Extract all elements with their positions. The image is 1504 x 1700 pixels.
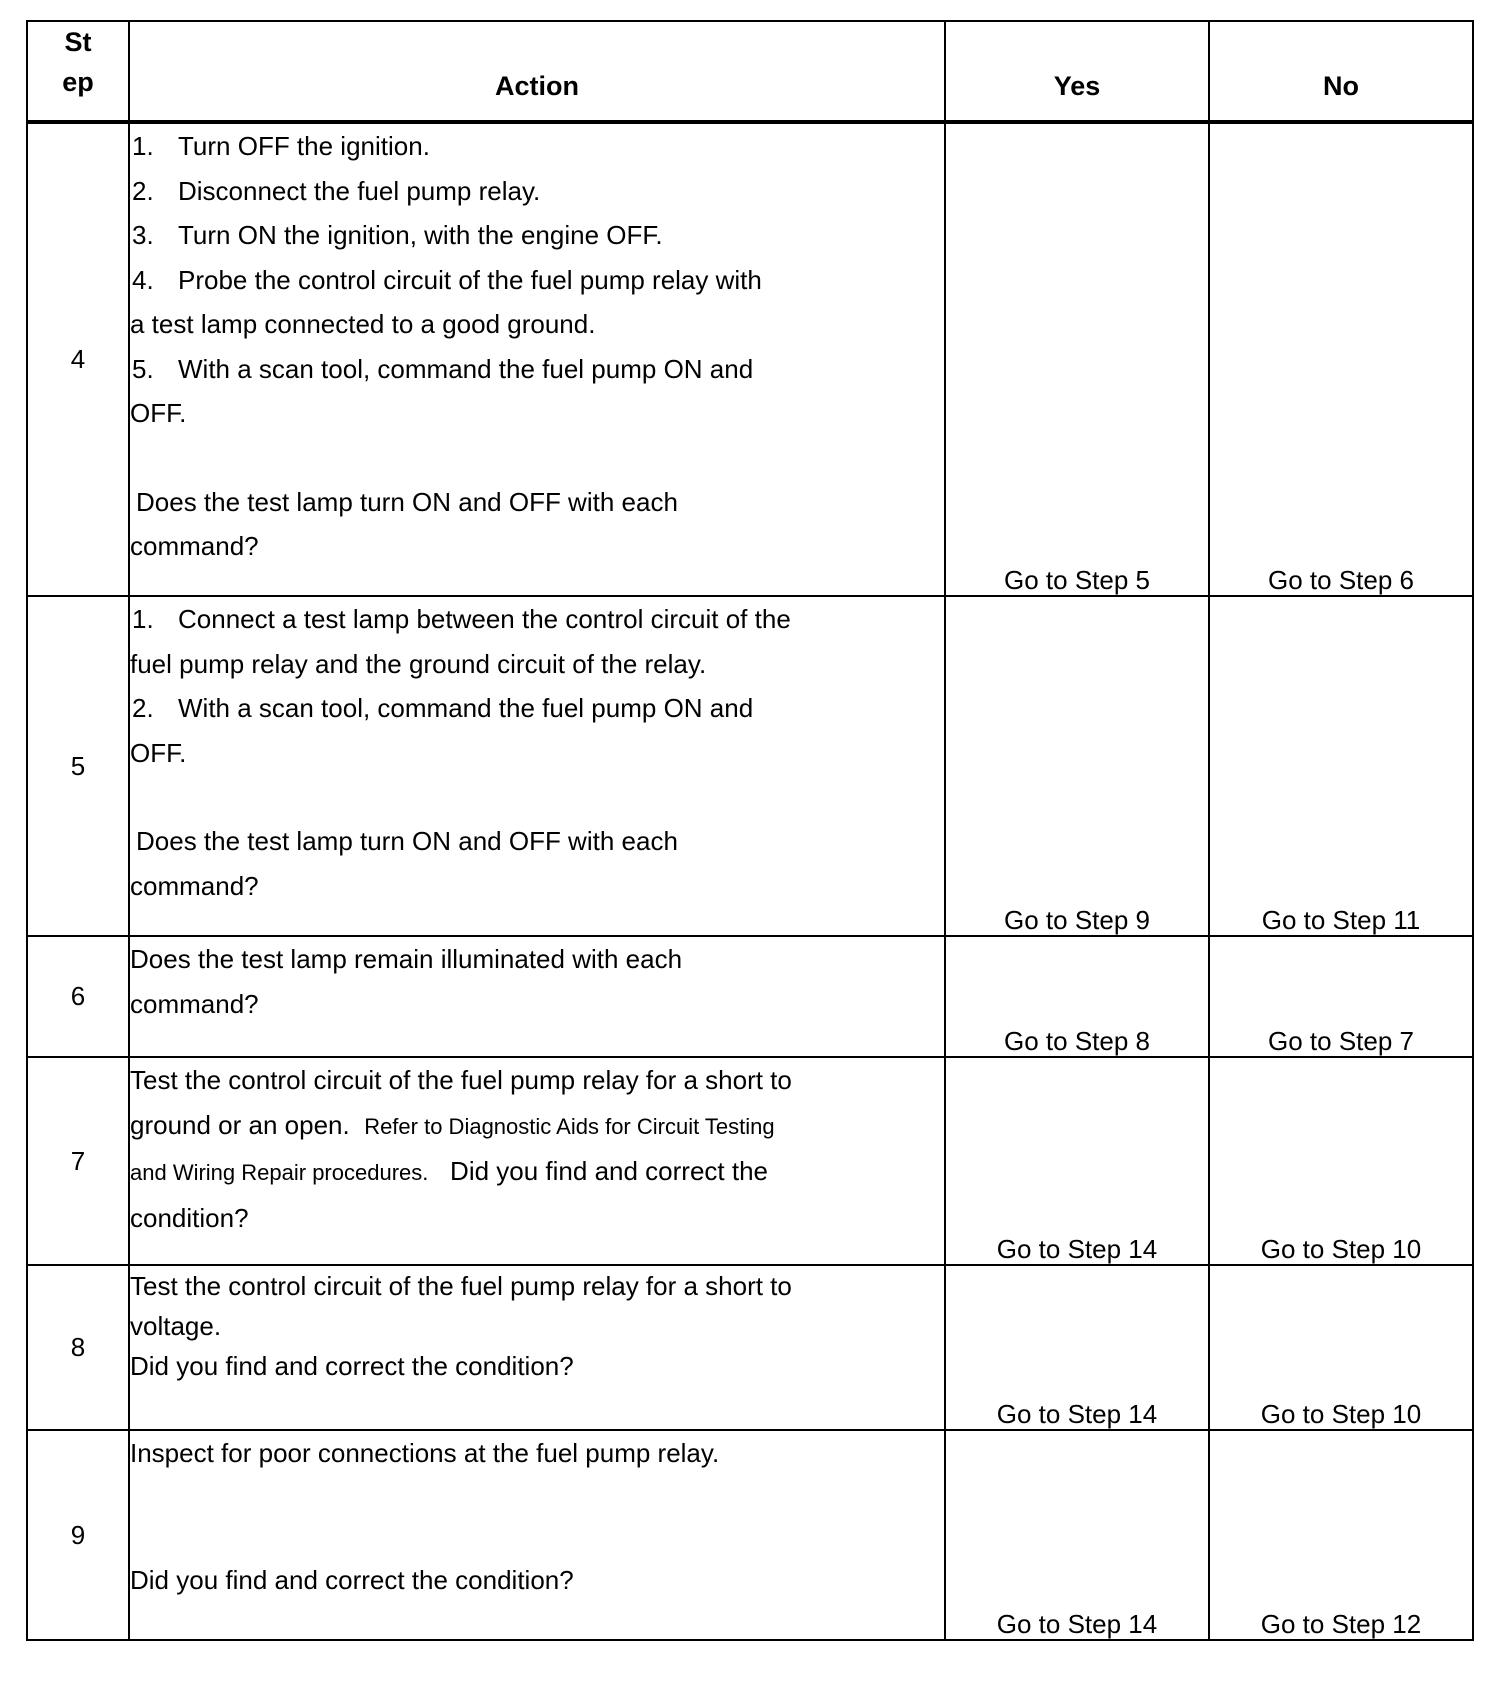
yes-outcome: Go to Step 14: [945, 1265, 1209, 1430]
action-line: [130, 597, 944, 642]
no-outcome: Go to Step 10: [1209, 1265, 1473, 1430]
table-row: [27, 1265, 1473, 1430]
table-row: [27, 936, 1473, 1057]
action-line: Does the test lamp remain illuminated with each: [130, 944, 683, 974]
action-line: OFF.: [130, 737, 187, 768]
step-number: 7: [27, 1057, 129, 1265]
table-row: [27, 1430, 1473, 1640]
header-no: No: [1209, 21, 1473, 122]
no-outcome: Go to Step 10: [1209, 1057, 1473, 1265]
action-line: Did you find and correct the condition?: [130, 1351, 574, 1381]
item-text: Turn ON the ignition, with the engine OFF.: [178, 220, 663, 250]
action-text: ground or an open.: [130, 1109, 350, 1140]
action-line: [130, 124, 944, 169]
action-line: voltage.: [130, 1311, 222, 1341]
action-line: [130, 258, 944, 303]
item-number: 1.: [132, 131, 154, 161]
step-number: 8: [27, 1265, 129, 1430]
item-text: Connect a test lamp between the control circuit of the: [178, 604, 791, 634]
no-outcome: Go to Step 6: [1209, 122, 1473, 596]
item-number: 1.: [132, 604, 154, 634]
reference-text: Refer to Diagnostic Aids for Circuit Testing: [364, 1113, 775, 1139]
item-number: 5.: [132, 353, 154, 384]
action-line: [130, 347, 944, 392]
header-step: [27, 21, 129, 122]
action-line: [130, 169, 944, 214]
item-text: Probe the control circuit of the fuel pump relay with: [178, 264, 762, 295]
yes-outcome: Go to Step 9: [945, 596, 1209, 936]
table-row: [27, 1057, 1473, 1265]
action-line: [130, 1149, 944, 1196]
question-line: Does the test lamp turn ON and OFF with each: [136, 826, 678, 856]
table-body: [27, 122, 1473, 1640]
reference-text: and Wiring Repair procedures.: [130, 1160, 429, 1185]
step-number: 9: [27, 1430, 129, 1640]
item-text: With a scan tool, command the fuel pump ON and: [178, 693, 754, 723]
item-number: 2.: [132, 693, 154, 723]
action-line: [130, 213, 944, 258]
action-line: OFF.: [130, 398, 187, 428]
item-number: 3.: [132, 220, 154, 250]
item-text: Turn OFF the ignition.: [178, 131, 430, 161]
header-step-line2: ep: [62, 67, 94, 97]
no-outcome: Go to Step 12: [1209, 1430, 1473, 1640]
item-number: 4.: [132, 264, 154, 295]
header-step-line1: St: [64, 27, 92, 57]
yes-outcome: Go to Step 14: [945, 1430, 1209, 1640]
yes-outcome: Go to Step 8: [945, 936, 1209, 1057]
step-number: 5: [27, 596, 129, 936]
action-line: Test the control circuit of the fuel pump relay for a short to: [130, 1271, 792, 1301]
item-number: 2.: [132, 175, 154, 206]
blank-line: [130, 436, 944, 480]
action-cell: [129, 1430, 945, 1640]
no-outcome: Go to Step 7: [1209, 936, 1473, 1057]
action-line: fuel pump relay and the ground circuit of the relay.: [130, 648, 707, 679]
table-row: [27, 122, 1473, 596]
question-line: command?: [130, 531, 259, 561]
action-cell: [129, 596, 945, 936]
action-line: command?: [130, 988, 259, 1019]
action-line: Inspect for poor connections at the fuel pump relay.: [130, 1438, 720, 1468]
yes-outcome: Go to Step 5: [945, 122, 1209, 596]
table-header: [27, 21, 1473, 122]
question-line: Does the test lamp turn ON and OFF with each: [136, 486, 678, 517]
blank-line: [130, 1476, 944, 1558]
item-text: With a scan tool, command the fuel pump ON and: [178, 353, 754, 384]
action-cell: [129, 122, 945, 596]
item-text: Disconnect the fuel pump relay.: [178, 175, 541, 206]
diagnostic-table: [26, 20, 1474, 1641]
blank-line: [130, 775, 944, 819]
header-action: Action: [129, 21, 945, 122]
action-line: Test the control circuit of the fuel pump relay for a short to: [130, 1065, 792, 1095]
action-line: a test lamp connected to a good ground.: [130, 309, 596, 339]
action-line: Did you find and correct the condition?: [130, 1564, 574, 1595]
no-outcome: Go to Step 11: [1209, 596, 1473, 936]
action-line: [130, 1103, 944, 1150]
step-number: 4: [27, 122, 129, 596]
header-row: [27, 21, 1473, 122]
header-yes: Yes: [945, 21, 1209, 122]
action-line: [130, 686, 944, 731]
action-cell: [129, 1265, 945, 1430]
step-number: 6: [27, 936, 129, 1057]
table-row: [27, 596, 1473, 936]
action-line: condition?: [130, 1202, 249, 1233]
action-cell: [129, 936, 945, 1057]
action-text: Did you find and correct the: [450, 1156, 769, 1186]
question-line: command?: [130, 870, 259, 901]
yes-outcome: Go to Step 14: [945, 1057, 1209, 1265]
action-cell: [129, 1057, 945, 1265]
